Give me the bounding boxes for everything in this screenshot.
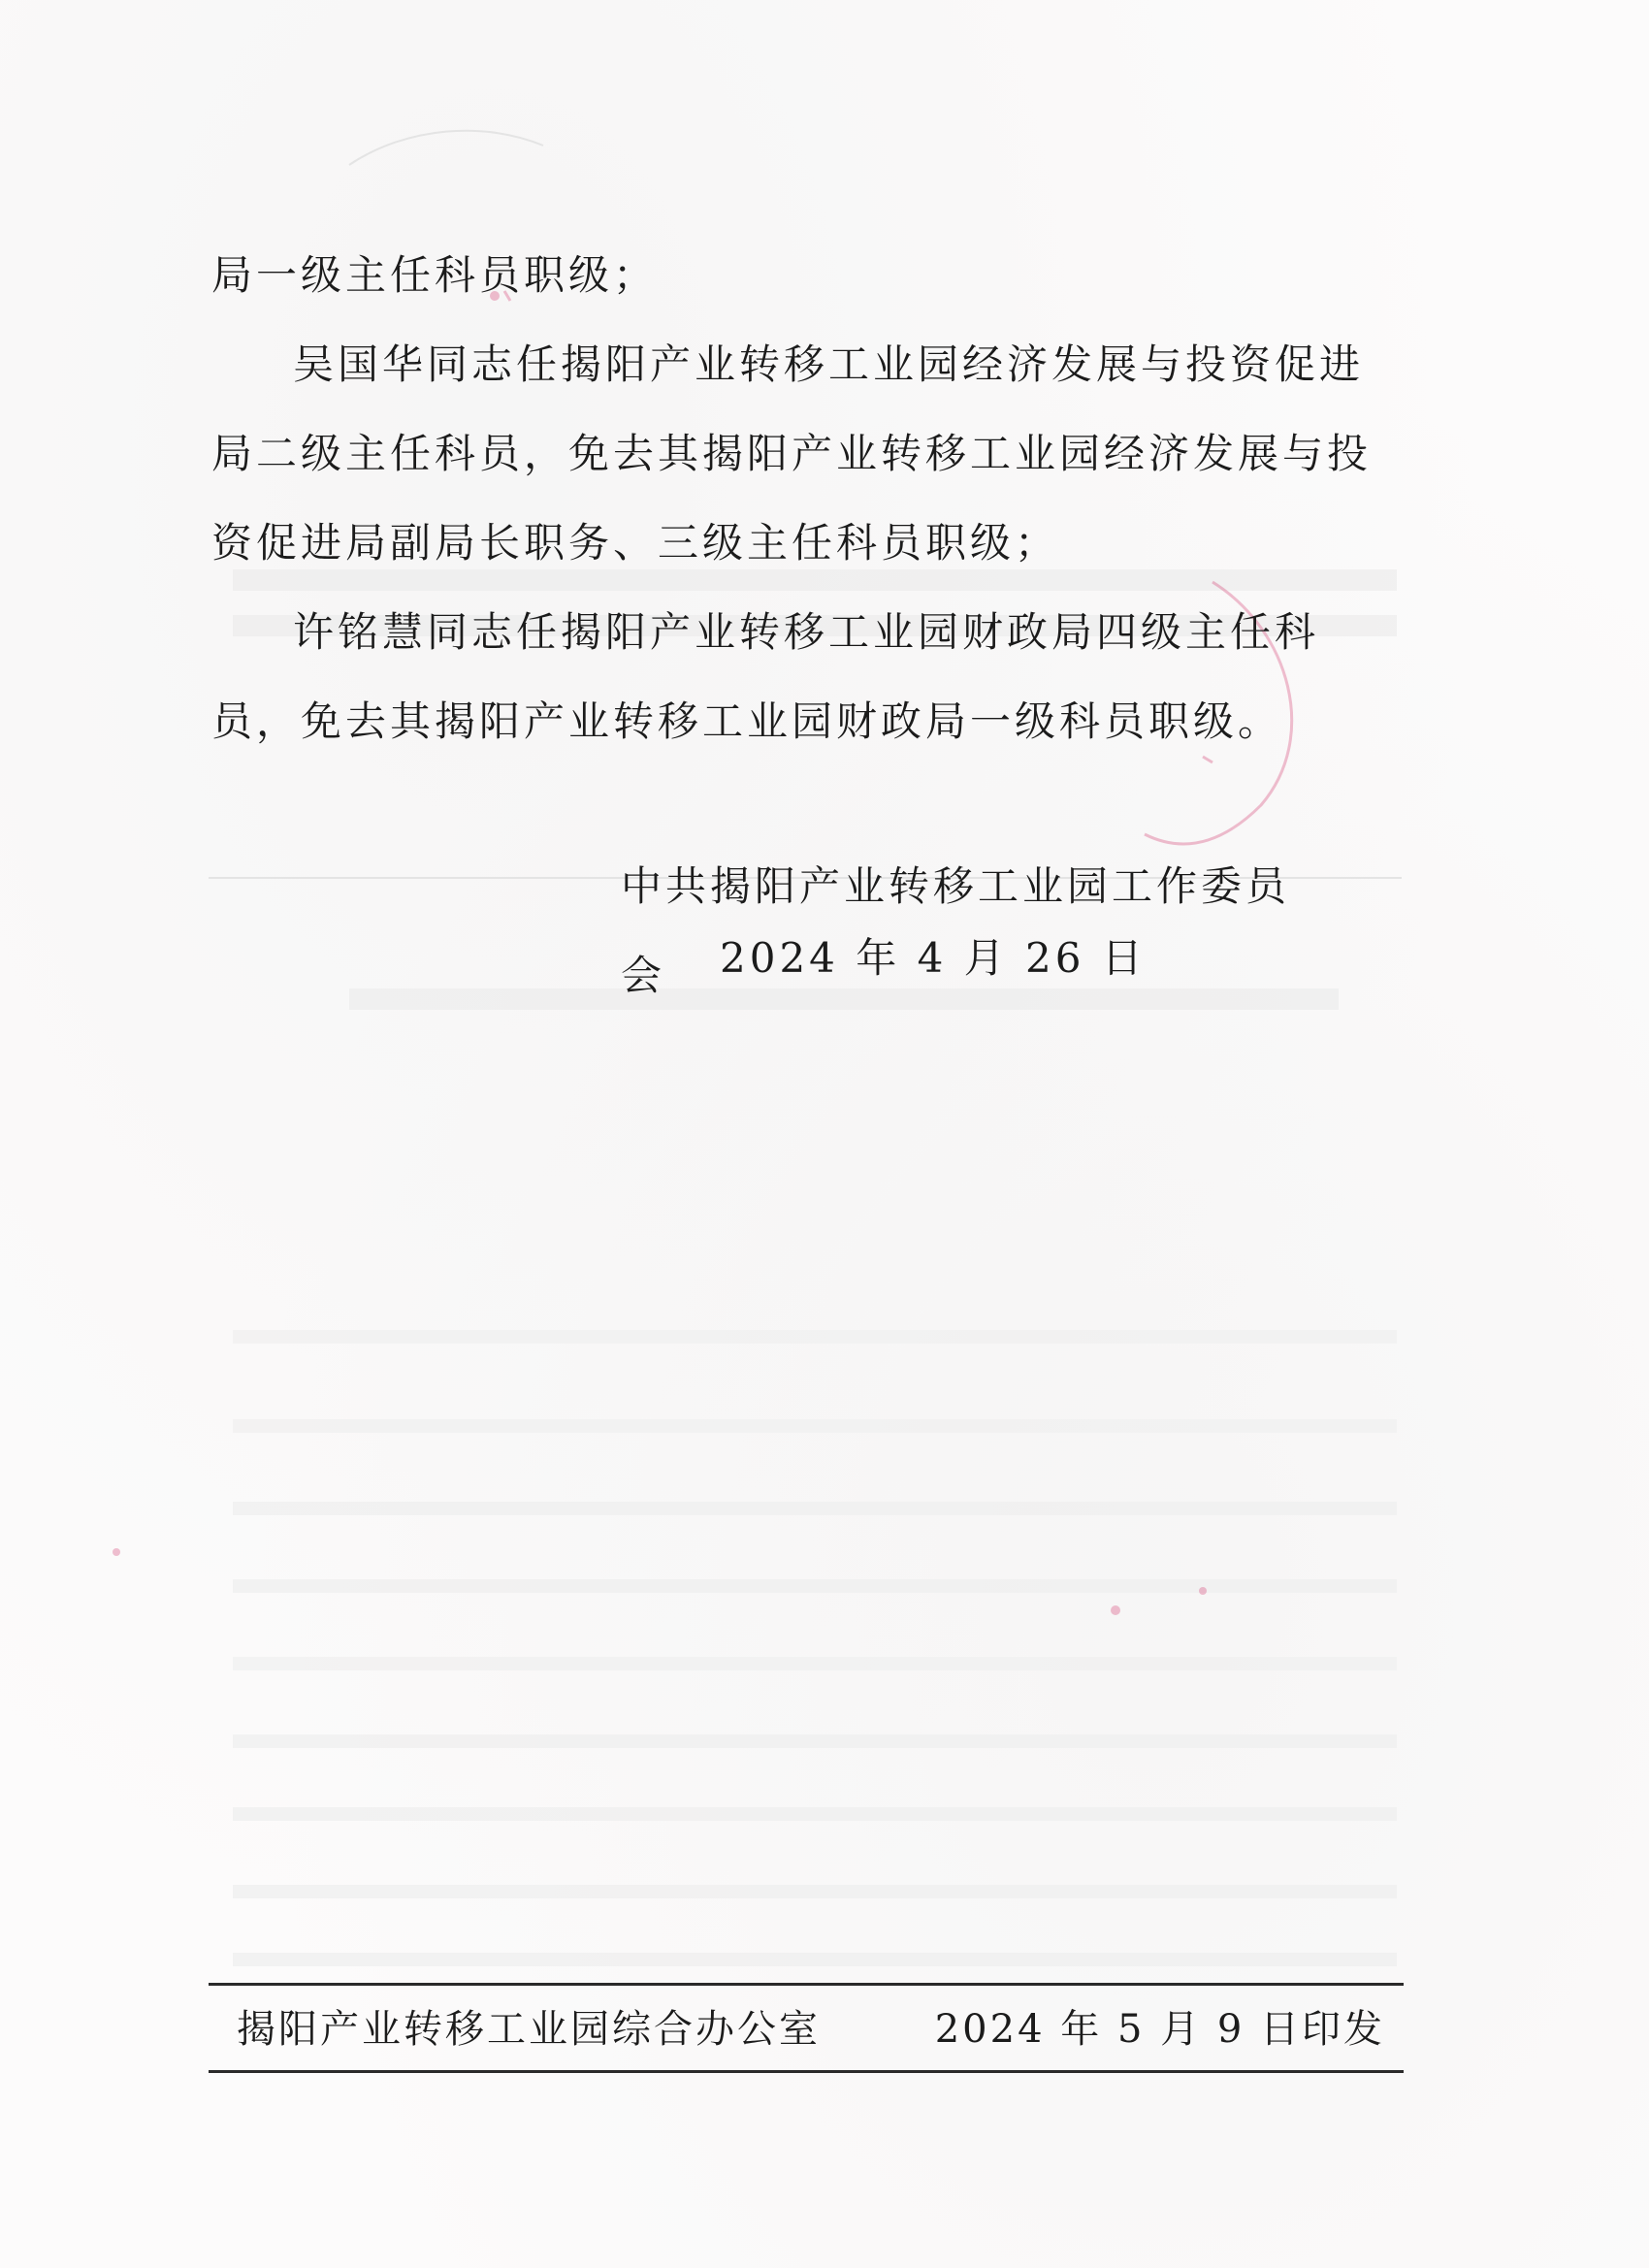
signature-org: 中共揭阳产业转移工业园工作委员会 [621,862,1291,999]
paragraph-continuation: 局一级主任科员职级； [211,251,659,299]
footer-issue-date: 2024 年 5 月 9 日印发 [934,2007,1385,2052]
footer-rule-top [209,1983,1404,1986]
footer-issuer: 揭阳产业转移工业园综合办公室 [237,2007,821,2052]
footer-rule-bottom [209,2070,1404,2073]
paragraph-xu-minghui: 许铭慧同志任揭阳产业转移工业园财政局四级主任科员，免去其揭阳产业转移工业园财政局一级科员职级。 [211,608,1320,745]
seal-dot-2 [1111,1605,1120,1615]
signature-date: 2024 年 4 月 26 日 [720,934,1147,982]
document-body [211,231,1406,766]
seal-dot-3 [1199,1587,1207,1595]
seal-dot-1 [113,1548,120,1556]
ghost-arc-top [349,131,543,165]
paragraph-wu-guohua: 吴国华同志任揭阳产业转移工业园经济发展与投资促进局二级主任科员，免去其揭阳产业转移工业园经济发展与投资促进局副局长职务、三级主任科员职级； [211,340,1373,567]
